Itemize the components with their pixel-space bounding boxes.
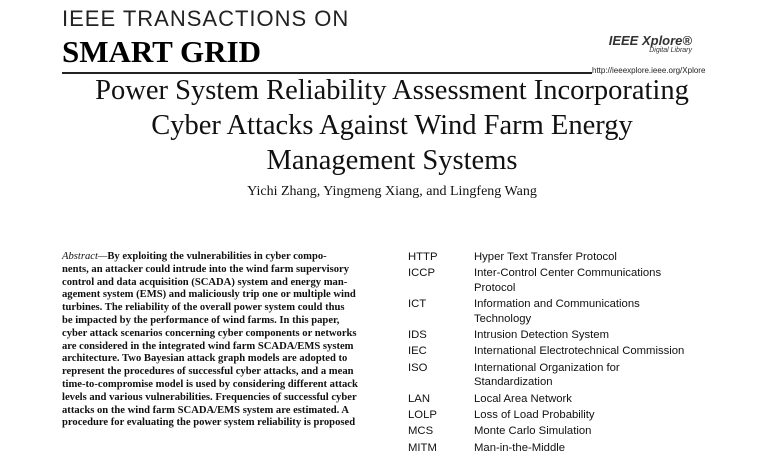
nomenclature-definition <box>474 344 748 358</box>
abstract-line: Abstract—By exploiting the vulnerabilities in cyber compo- <box>62 251 327 262</box>
definition-line: Inter-Control Center Communications <box>474 267 662 280</box>
abstract-line: time-to-compromise model is used by considering different attack <box>62 378 358 390</box>
abstract-line: levels and various vulnerabilities. Frequencies of successful cyber <box>62 391 357 403</box>
definition-line: Monte Carlo Simulation <box>474 425 592 438</box>
definition-line: International Organization for <box>474 361 620 374</box>
nomenclature-definition <box>474 408 748 422</box>
abstract-line: turbines. The reliability of the overall power system could thus <box>62 302 345 314</box>
definition-line: Hyper Text Transfer Protocol <box>474 251 617 263</box>
definition-line: Man-in-the-Middle <box>474 441 566 454</box>
abstract-line: procedure for evaluating the power system reliability is proposed <box>62 417 356 429</box>
title-line: Cyber Attacks Against Wind Farm Energy <box>151 110 633 141</box>
title-line: Management Systems <box>266 145 518 176</box>
ieee-xplore-logo <box>608 33 692 54</box>
nomenclature-abbreviation: IDS <box>408 329 427 342</box>
abstract-line: nents, an attacker could intrude into the wind farm supervisory <box>62 263 350 275</box>
journal-name: SMART GRID <box>62 34 262 69</box>
abstract-line: be impacted by the performance of wind farms. In this paper, <box>62 314 340 326</box>
definition-line: Information and Communications <box>474 298 640 311</box>
definition-line: Standardization <box>474 376 553 389</box>
nomenclature-row <box>408 250 748 264</box>
nomenclature-row <box>408 297 748 326</box>
abstract-line: agement system (EMS) and maliciously trip one or multiple wind <box>62 289 356 301</box>
nomenclature-abbreviation: IEC <box>408 345 427 358</box>
definition-line: International Electrotechnical Commission <box>474 345 685 358</box>
paper-authors: Yichi Zhang, Yingmeng Xiang, and Lingfeng Wang <box>247 184 537 199</box>
nomenclature-row <box>408 361 748 390</box>
nomenclature-row <box>408 424 748 438</box>
definition-line: Intrusion Detection System <box>474 329 609 342</box>
nomenclature-definition <box>474 297 748 326</box>
nomenclature-row <box>408 266 748 295</box>
nomenclature-abbreviation: ICT <box>408 298 427 311</box>
abstract-line: control and data acquisition (SCADA) system and energy man- <box>62 276 348 288</box>
nomenclature-row <box>408 441 748 455</box>
definition-line: Local Area Network <box>474 392 572 405</box>
nomenclature-row <box>408 408 748 422</box>
definition-line: Loss of Load Probability <box>474 409 595 422</box>
nomenclature-abbreviation: MITM <box>408 441 437 454</box>
nomenclature-definition <box>474 328 748 342</box>
nomenclature-definition <box>474 361 748 390</box>
abstract-label: Abstract— <box>62 251 108 262</box>
nomenclature-definition <box>474 392 748 406</box>
nomenclature-definition <box>474 424 748 438</box>
title-line: Power System Reliability Assessment Incorporating <box>95 75 689 106</box>
xplore-url-link[interactable]: http://ieeexplore.ieee.org/Xplore <box>592 66 706 75</box>
definition-line: Protocol <box>474 281 516 294</box>
nomenclature-list <box>408 250 748 457</box>
nomenclature-abbreviation: MCS <box>408 425 434 438</box>
nomenclature-row <box>408 344 748 358</box>
abstract-line: attacks on the wind farm SCADA/EMS system are estimated. A <box>62 404 349 416</box>
nomenclature-row <box>408 392 748 406</box>
nomenclature-abbreviation: HTTP <box>408 251 438 263</box>
nomenclature-row <box>408 328 748 342</box>
abstract-line: are considered in the integrated wind farm SCADA/EMS system <box>62 340 354 352</box>
nomenclature-abbreviation: ICCP <box>408 267 435 280</box>
abstract-line: represent the procedures of successful cyber attacks, and a mean <box>62 366 354 378</box>
nomenclature-definition <box>474 250 748 264</box>
xplore-library: Digital Library <box>649 47 692 54</box>
nomenclature-abbreviation: LAN <box>408 392 430 405</box>
paper-title <box>40 73 744 178</box>
abstract-line: cyber attack scenarios concerning cyber components or networks <box>62 327 357 339</box>
xplore-brand: IEEE Xplore® <box>608 33 692 48</box>
nomenclature-definition <box>474 441 748 455</box>
journal-series-label: IEEE TRANSACTIONS ON <box>62 6 350 31</box>
nomenclature-definition <box>474 266 748 295</box>
abstract-line: architecture. Two Bayesian attack graph models are adopted to <box>62 353 348 365</box>
nomenclature-abbreviation: ISO <box>408 361 428 374</box>
nomenclature-abbreviation: LOLP <box>408 409 437 422</box>
abstract <box>62 251 384 430</box>
definition-line: Technology <box>474 312 532 325</box>
